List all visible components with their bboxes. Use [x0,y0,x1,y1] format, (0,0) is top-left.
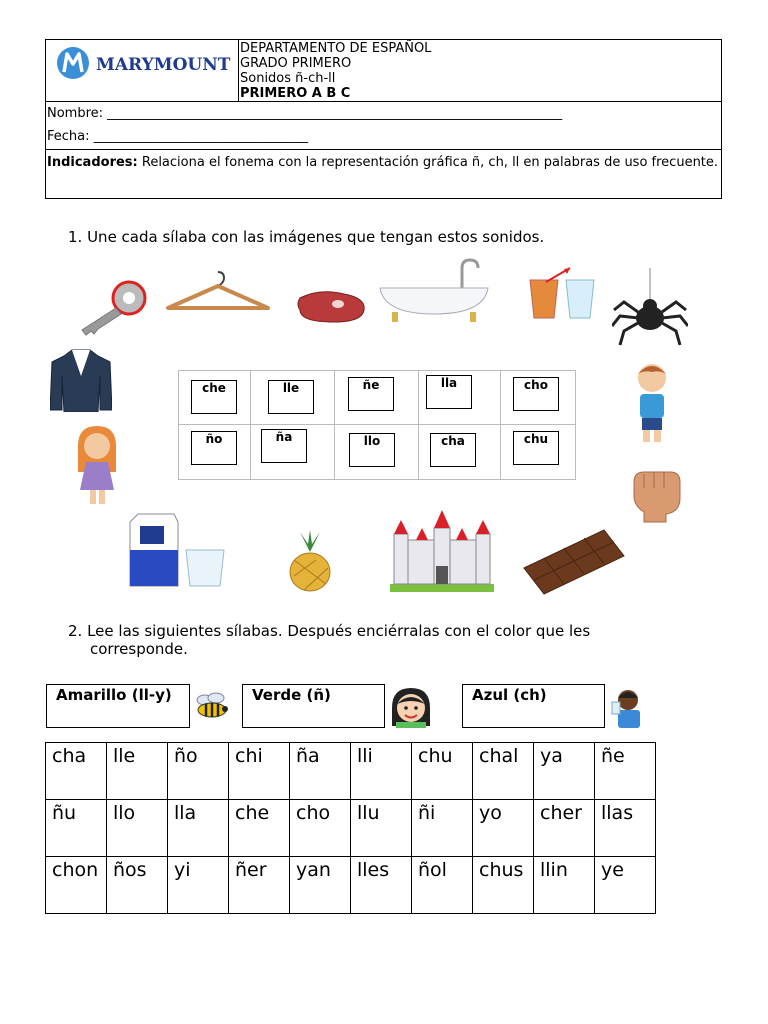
bathtub-icon [378,258,490,324]
syllable-cell[interactable]: ye [595,857,656,914]
syllable-cell[interactable]: yi [168,857,229,914]
group: PRIMERO A B C [240,86,351,101]
syllable-box[interactable]: che [191,380,237,414]
syllable-box[interactable]: ñe [348,377,394,411]
syllable-box[interactable]: chu [513,431,559,465]
indicators-label: Indicadores: [47,155,138,170]
syllable-cell[interactable]: cher [534,800,595,857]
syllable-box[interactable]: cho [513,377,559,411]
syllable-cell[interactable]: cho [290,800,351,857]
girl-icon [70,424,124,508]
worksheet-header [45,39,722,199]
syllable-cell[interactable]: che [229,800,290,857]
label-yellow: Amarillo (ll-y) [46,684,190,728]
exercise2-instruction-line1: 2. Lee las siguientes sílabas. Después enciérralas con el color que les [68,622,591,640]
pineapple-icon [286,530,334,592]
exercise2-instruction [68,622,590,658]
exercise2-instruction-line2: corresponde. [90,640,188,658]
glasses-icon [526,266,598,322]
syllable-cell[interactable]: yan [290,857,351,914]
syllable-grid [178,370,576,480]
syllable-cell[interactable]: ña [290,743,351,800]
name-field[interactable]: Nombre: ______________________________________________________________________ [47,106,563,121]
key-icon [76,280,150,338]
syllable-box[interactable]: llo [349,433,395,467]
table-row [46,743,656,800]
header-info [240,41,431,101]
label-blue: Azul (ch) [462,684,605,728]
logo-cell [46,40,239,101]
syllable-table [45,742,656,914]
logo-text: MARYMOUNT [96,55,231,75]
syllable-cell[interactable]: lle [107,743,168,800]
syllable-cell[interactable]: chi [229,743,290,800]
syllable-cell[interactable]: ñi [412,800,473,857]
syllable-cell[interactable]: ño [168,743,229,800]
syllable-cell[interactable]: lli [351,743,412,800]
syllable-cell[interactable]: yo [473,800,534,857]
marymount-logo [54,44,234,84]
syllable-box[interactable]: cha [430,433,476,467]
syllable-cell[interactable]: llo [107,800,168,857]
grade: GRADO PRIMERO [240,56,352,71]
syllable-cell[interactable]: ya [534,743,595,800]
syllable-box[interactable]: ña [261,429,307,463]
syllable-box[interactable]: lla [426,375,472,409]
syllable-cell[interactable]: chu [412,743,473,800]
indicators [47,151,719,174]
syllable-cell[interactable]: chon [46,857,107,914]
boy-icon [628,360,676,446]
syllable-cell[interactable]: llas [595,800,656,857]
syllable-cell[interactable]: cha [46,743,107,800]
indicators-text: Relaciona el fonema con la representación gráfica ñ, ch, ll en palabras de uso frecuente. [137,155,719,170]
chocolate-icon [522,528,626,596]
date-field[interactable]: Fecha: _________________________________ [47,129,309,144]
syllable-cell[interactable]: chal [473,743,534,800]
milk-icon [126,512,228,590]
syllable-cell[interactable]: lles [351,857,412,914]
label-green: Verde (ñ) [242,684,385,728]
hanger-icon [164,268,272,316]
jacket-icon [50,348,112,412]
syllable-cell[interactable]: chus [473,857,534,914]
meat-icon [294,288,368,324]
bee-icon [192,686,232,726]
fist-icon [630,468,682,524]
header-top-row [46,40,721,102]
table-row [46,857,656,914]
syllable-cell[interactable]: llu [351,800,412,857]
syllable-cell[interactable]: ños [107,857,168,914]
table-row [46,800,656,857]
department: DEPARTAMENTO DE ESPAÑOL [240,41,432,56]
syllable-cell[interactable]: ñu [46,800,107,857]
castle-icon [388,504,496,592]
topic: Sonidos ñ-ch-ll [240,71,336,86]
syllable-box[interactable]: ño [191,431,237,465]
spider-icon [612,268,688,352]
syllable-cell[interactable]: ñol [412,857,473,914]
syllable-cell[interactable]: lla [168,800,229,857]
boy-drinking-icon [608,686,648,728]
syllable-cell[interactable]: ñer [229,857,290,914]
syllable-box[interactable]: lle [268,380,314,414]
exercise1-instruction: 1. Une cada sílaba con las imágenes que tengan estos sonidos. [68,228,545,246]
header-fields-row [46,102,721,150]
syllable-cell[interactable]: llin [534,857,595,914]
syllable-cell[interactable]: ñe [595,743,656,800]
child-face-icon [386,686,436,728]
